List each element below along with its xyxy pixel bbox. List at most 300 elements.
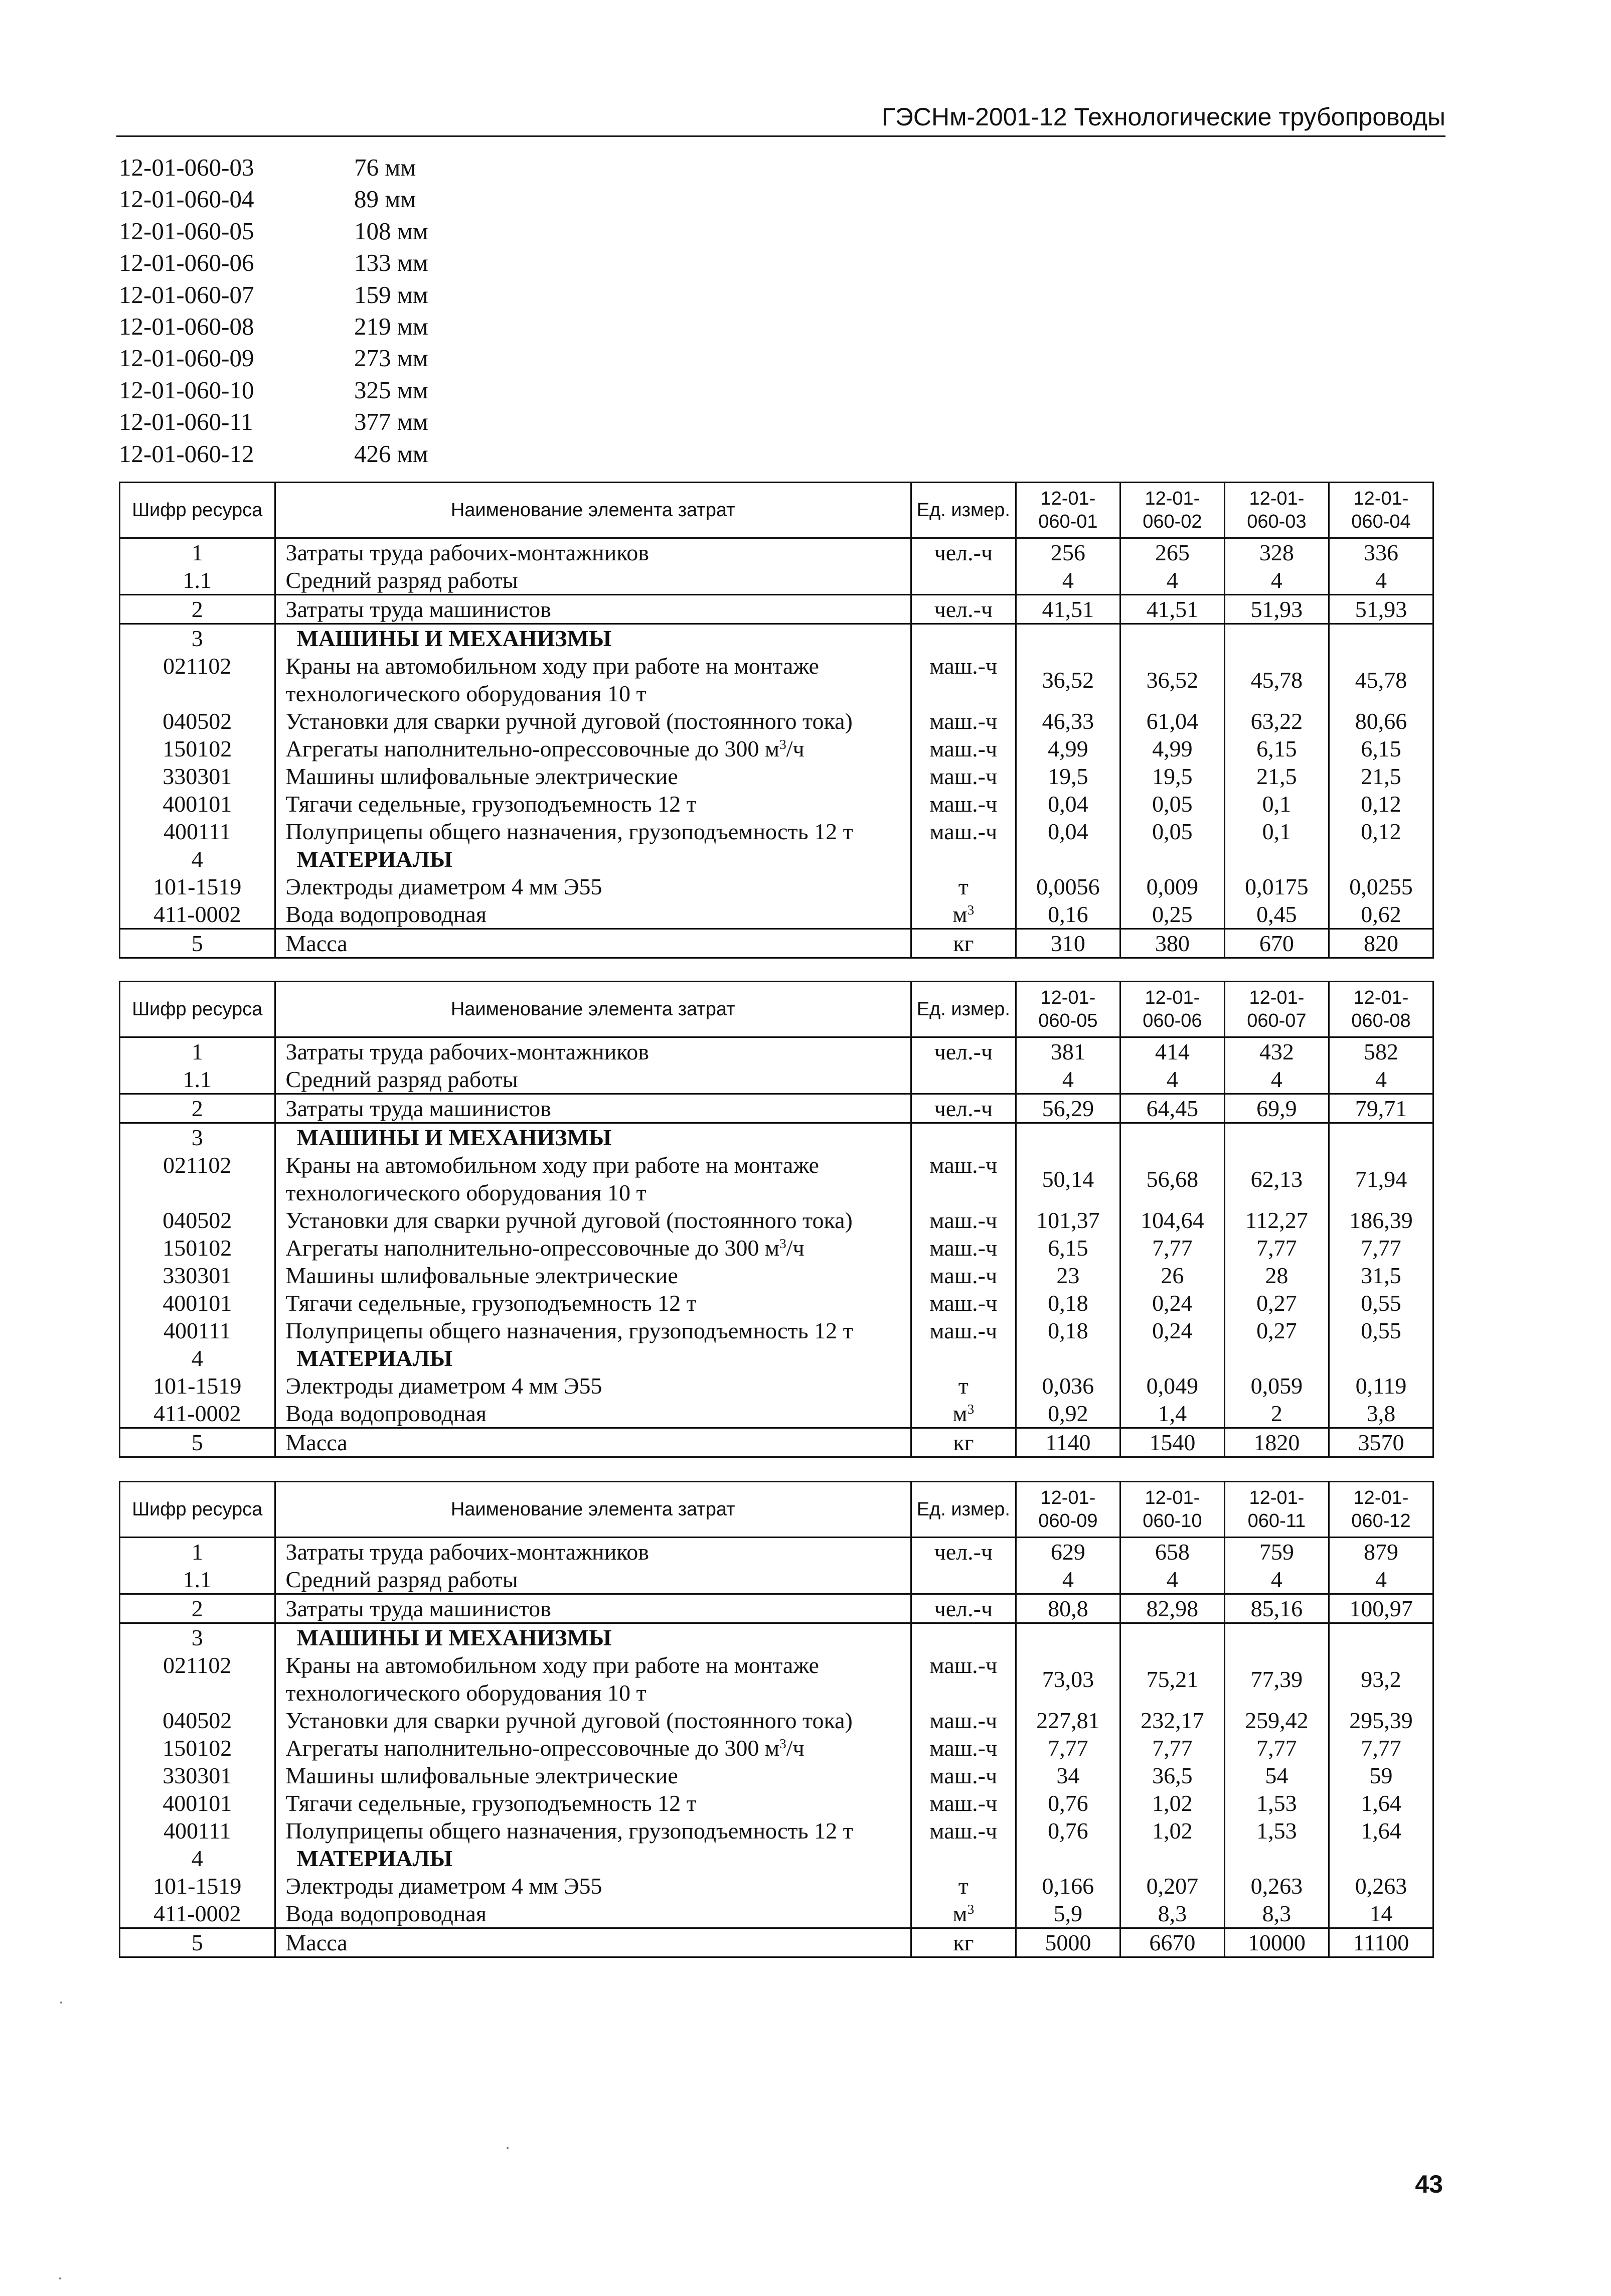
cost-element-name: [275, 652, 911, 707]
cost-element-text: Краны на автомобильном ходу при работе на монтаже: [285, 653, 819, 679]
cost-element-name: [275, 790, 911, 818]
unit-of-measure: [911, 790, 1016, 818]
cost-element-name: [275, 1623, 911, 1652]
unit-of-measure: [911, 1289, 1016, 1317]
norm-value: 336: [1329, 538, 1433, 567]
unit-of-measure: [911, 1594, 1016, 1623]
table-row: [120, 1428, 1433, 1457]
unit-of-measure: [911, 1151, 1016, 1206]
unit-of-measure: [911, 1928, 1016, 1957]
cost-element-name: [275, 595, 911, 624]
table-row: [120, 845, 1433, 873]
cost-element-text: Полуприцепы общего назначения, грузоподъемность 12 т: [285, 819, 853, 844]
cost-element-text: Краны на автомобильном ходу при работе на монтаже: [285, 1152, 819, 1178]
table-header-row: [120, 982, 1433, 1037]
norm-value: 19,5: [1120, 762, 1224, 790]
norm-value: 4: [1329, 1065, 1433, 1094]
table-row: [120, 1623, 1433, 1652]
norm-value: 1,53: [1224, 1789, 1329, 1817]
norm-value: 2: [1224, 1400, 1329, 1428]
header-norm-code: [1120, 483, 1224, 538]
resource-code: 2: [120, 1094, 275, 1123]
norm-value: [1016, 845, 1120, 873]
unit-text: кг: [953, 931, 974, 956]
header-norm-code: [1120, 982, 1224, 1037]
norm-value: 186,39: [1329, 1206, 1433, 1234]
norm-value: 56,68: [1120, 1151, 1224, 1206]
unit-text: кг: [953, 1930, 974, 1955]
unit-of-measure: [911, 1234, 1016, 1262]
code-size-row: [119, 151, 428, 183]
cost-element-name: [275, 1566, 911, 1594]
table-header-row: [120, 1482, 1433, 1538]
unit-of-measure: [911, 818, 1016, 845]
norm-value: 41,51: [1016, 595, 1120, 624]
table-row: [120, 707, 1433, 735]
norm-value: 259,42: [1224, 1707, 1329, 1734]
unit-suffix: /ч: [786, 736, 804, 761]
header-norm-code: [1224, 1482, 1329, 1538]
code-size-list: [119, 151, 428, 470]
header-cipher: Шифр ресурса: [120, 483, 275, 538]
norm-value: [1224, 1845, 1329, 1872]
norm-code-line-1: 12-01-: [1145, 987, 1200, 1008]
norm-value: 23: [1016, 1262, 1120, 1289]
norm-code: 12-01-060-11: [119, 408, 253, 436]
unit-text: т: [958, 1873, 969, 1899]
norm-value: 4: [1016, 566, 1120, 595]
norm-value: 93,2: [1329, 1651, 1433, 1707]
cost-element-text: Электроды диаметром 4 мм Э55: [285, 1873, 602, 1899]
norm-code-line-1: 12-01-: [1040, 488, 1096, 509]
cost-element-text: Затраты труда рабочих-монтажников: [285, 1539, 649, 1565]
table-row: [120, 790, 1433, 818]
norm-value: 0,263: [1224, 1872, 1329, 1900]
norm-value: 10000: [1224, 1928, 1329, 1957]
cost-element-name: [275, 1707, 911, 1734]
table-row: [120, 566, 1433, 595]
page-number: 43: [1415, 2170, 1443, 2198]
cost-element-name: [275, 1845, 911, 1872]
unit-of-measure: [911, 1762, 1016, 1789]
norm-code-line-1: 12-01-: [1249, 488, 1305, 509]
unit-of-measure: [911, 1538, 1016, 1566]
cost-element-text: Агрегаты наполнительно-опрессовочные до 300 м: [285, 736, 779, 761]
norm-value: 71,94: [1329, 1151, 1433, 1206]
norm-value: 0,1: [1224, 818, 1329, 845]
unit-text: чел.-ч: [934, 1539, 993, 1565]
norm-value: 1140: [1016, 1428, 1120, 1457]
cost-element-text: Вода водопроводная: [285, 1901, 487, 1926]
norm-value: [1329, 1623, 1433, 1652]
norm-value: 21,5: [1329, 762, 1433, 790]
norm-value: 0,12: [1329, 790, 1433, 818]
unit-of-measure: [911, 566, 1016, 595]
norm-value: [1329, 624, 1433, 653]
norm-value: 69,9: [1224, 1094, 1329, 1123]
code-size-row: [119, 183, 428, 215]
norm-value: 1,64: [1329, 1817, 1433, 1845]
running-header: [116, 95, 1445, 137]
norm-value: 1,02: [1120, 1789, 1224, 1817]
header-unit: Ед. измер.: [911, 1482, 1016, 1538]
pipe-diameter: 377 мм: [354, 408, 428, 436]
cost-element-name: [275, 1734, 911, 1762]
table-row: [120, 1262, 1433, 1289]
norm-code-line-1: 12-01-: [1145, 488, 1200, 509]
norm-value: 227,81: [1016, 1707, 1120, 1734]
norm-value: [1120, 845, 1224, 873]
norm-code-line-1: 12-01-: [1040, 1487, 1096, 1508]
norm-value: 0,009: [1120, 873, 1224, 900]
unit-of-measure: [911, 595, 1016, 624]
table-row: [120, 652, 1433, 707]
cost-element-name: [275, 566, 911, 595]
unit-of-measure: [911, 1262, 1016, 1289]
norm-value: 77,39: [1224, 1651, 1329, 1707]
header-norm-code: [1016, 483, 1120, 538]
cost-element-name: [275, 1817, 911, 1845]
superscript: 3: [967, 1401, 975, 1417]
table-row: [120, 1065, 1433, 1094]
superscript: 3: [779, 1235, 786, 1251]
resource-code: 330301: [120, 1262, 275, 1289]
superscript: 3: [967, 1901, 975, 1917]
resource-table-2: [119, 981, 1434, 1458]
norm-value: 629: [1016, 1538, 1120, 1566]
cost-element-name: [275, 1344, 911, 1372]
norm-value: 46,33: [1016, 707, 1120, 735]
norm-value: 310: [1016, 929, 1120, 958]
resource-code: 1.1: [120, 1065, 275, 1094]
header-norm-code: [1329, 982, 1433, 1037]
cost-element-text-line-2: технологического оборудования 10 т: [285, 681, 647, 706]
norm-value: 4: [1016, 1065, 1120, 1094]
cost-element-name: [275, 624, 911, 653]
cost-element-name: [275, 1538, 911, 1566]
norm-value: 582: [1329, 1037, 1433, 1066]
norm-value: [1016, 624, 1120, 653]
header-norm-code: [1016, 1482, 1120, 1538]
norm-value: 0,1: [1224, 790, 1329, 818]
norm-code: 12-01-060-03: [119, 154, 254, 181]
unit-text: маш.-ч: [929, 1735, 998, 1761]
norm-value: [1120, 1845, 1224, 1872]
resource-code: 5: [120, 1928, 275, 1957]
cost-element-text: Вода водопроводная: [285, 901, 487, 927]
norm-value: 6,15: [1224, 735, 1329, 762]
unit-text: маш.-ч: [929, 791, 998, 817]
norm-value: 1,4: [1120, 1400, 1224, 1428]
norm-code-line-2: 060-02: [1143, 511, 1202, 532]
table-row: [120, 1900, 1433, 1928]
cost-element-name: [275, 1094, 911, 1123]
norm-value: 7,77: [1329, 1734, 1433, 1762]
table-row: [120, 929, 1433, 958]
norm-value: 73,03: [1016, 1651, 1120, 1707]
resource-code: 400101: [120, 1789, 275, 1817]
norm-value: 80,8: [1016, 1594, 1120, 1623]
cost-element-text: Средний разряд работы: [285, 1567, 518, 1592]
cost-element-text: Затраты труда машинистов: [285, 1096, 551, 1121]
norm-value: 0,25: [1120, 900, 1224, 929]
cost-element-name: [275, 538, 911, 567]
norm-value: 0,049: [1120, 1372, 1224, 1400]
pipe-diameter: 325 мм: [354, 376, 428, 404]
norm-value: 5000: [1016, 1928, 1120, 1957]
code-size-row: [119, 279, 428, 311]
norm-value: 75,21: [1120, 1651, 1224, 1707]
cost-element-name: [275, 1928, 911, 1957]
norm-value: 36,52: [1120, 652, 1224, 707]
cost-element-text: МАШИНЫ И МЕХАНИЗМЫ: [296, 1125, 612, 1150]
table-row: [120, 1762, 1433, 1789]
code-size-row: [119, 247, 428, 278]
table-row: [120, 1372, 1433, 1400]
resource-code: 021102: [120, 1151, 275, 1206]
table-header-row: [120, 483, 1433, 538]
resource-code: 400111: [120, 1317, 275, 1344]
table-row: [120, 1289, 1433, 1317]
scan-speck: [507, 2147, 509, 2149]
unit-text: маш.-ч: [929, 1207, 998, 1233]
norm-value: 256: [1016, 538, 1120, 567]
header-norm-code: [1329, 483, 1433, 538]
table-row: [120, 1094, 1433, 1123]
pipe-diameter: 159 мм: [354, 280, 428, 309]
norm-value: 7,77: [1329, 1234, 1433, 1262]
norm-value: 7,77: [1224, 1734, 1329, 1762]
norm-value: [1120, 1123, 1224, 1152]
header-title: ГЭСНм-2001-12 Технологические трубопроводы: [881, 103, 1445, 131]
resource-code: 101-1519: [120, 1372, 275, 1400]
norm-value: 8,3: [1224, 1900, 1329, 1928]
norm-value: 0,62: [1329, 900, 1433, 929]
resource-code: 1.1: [120, 566, 275, 595]
cost-element-name: [275, 1372, 911, 1400]
header-norm-code: [1016, 982, 1120, 1037]
norm-value: [1016, 1344, 1120, 1372]
table-row: [120, 624, 1433, 653]
norm-value: 63,22: [1224, 707, 1329, 735]
unit-text: м: [952, 1901, 968, 1926]
table-row: [120, 873, 1433, 900]
unit-of-measure: [911, 1206, 1016, 1234]
resource-code: 1: [120, 1037, 275, 1066]
norm-value: 658: [1120, 1538, 1224, 1566]
cost-element-name: [275, 1872, 911, 1900]
norm-value: 51,93: [1224, 595, 1329, 624]
norm-code-line-2: 060-12: [1351, 1510, 1411, 1532]
norm-code-line-2: 060-09: [1038, 1510, 1098, 1532]
resource-code: 3: [120, 624, 275, 653]
norm-code: 12-01-060-10: [119, 376, 254, 404]
table-row: [120, 1651, 1433, 1707]
cost-element-text: Краны на автомобильном ходу при работе на монтаже: [285, 1652, 819, 1678]
header-norm-code: [1120, 1482, 1224, 1538]
table-row: [120, 1400, 1433, 1428]
table-row: [120, 1928, 1433, 1957]
table-row: [120, 1789, 1433, 1817]
code-size-row: [119, 438, 428, 470]
unit-of-measure: [911, 538, 1016, 567]
header-norm-code: [1329, 1482, 1433, 1538]
norm-value: [1224, 624, 1329, 653]
resource-code: 040502: [120, 1707, 275, 1734]
norm-value: 7,77: [1120, 1734, 1224, 1762]
norm-value: 0,24: [1120, 1317, 1224, 1344]
norm-value: 0,27: [1224, 1317, 1329, 1344]
unit-suffix: /ч: [786, 1235, 804, 1261]
norm-value: 328: [1224, 538, 1329, 567]
norm-value: [1120, 1344, 1224, 1372]
norm-value: [1224, 1623, 1329, 1652]
unit-text: маш.-ч: [929, 1263, 998, 1288]
cost-element-name: [275, 1206, 911, 1234]
cost-element-name: [275, 1428, 911, 1457]
code-size-row: [119, 311, 428, 342]
header-unit: Ед. измер.: [911, 483, 1016, 538]
norm-value: 112,27: [1224, 1206, 1329, 1234]
unit-of-measure: [911, 1817, 1016, 1845]
cost-element-text: Масса: [285, 1430, 348, 1455]
norm-value: [1329, 1123, 1433, 1152]
norm-value: 0,45: [1224, 900, 1329, 929]
norm-value: 56,29: [1016, 1094, 1120, 1123]
unit-text: чел.-ч: [934, 596, 993, 622]
norm-value: 64,45: [1120, 1094, 1224, 1123]
norm-value: 26: [1120, 1262, 1224, 1289]
norm-value: [1329, 1344, 1433, 1372]
cost-element-text: Установки для сварки ручной дуговой (постоянного тока): [285, 1708, 853, 1733]
norm-value: 1540: [1120, 1428, 1224, 1457]
norm-value: 0,119: [1329, 1372, 1433, 1400]
norm-value: 265: [1120, 538, 1224, 567]
norm-value: 380: [1120, 929, 1224, 958]
resource-code: 400111: [120, 1817, 275, 1845]
norm-code: 12-01-060-05: [119, 217, 254, 245]
table-row: [120, 1817, 1433, 1845]
cost-element-text: Затраты труда рабочих-монтажников: [285, 1039, 649, 1064]
norm-value: 0,55: [1329, 1317, 1433, 1344]
cost-element-name: [275, 1037, 911, 1066]
cost-element-name: [275, 1123, 911, 1152]
norm-value: [1016, 1123, 1120, 1152]
norm-value: 85,16: [1224, 1594, 1329, 1623]
norm-value: 51,93: [1329, 595, 1433, 624]
code-size-row: [119, 215, 428, 247]
resource-table-1: [119, 482, 1434, 959]
norm-value: 1,53: [1224, 1817, 1329, 1845]
norm-value: 0,0056: [1016, 873, 1120, 900]
cost-element-text: Полуприцепы общего назначения, грузоподъемность 12 т: [285, 1318, 853, 1343]
norm-value: 7,77: [1120, 1234, 1224, 1262]
unit-of-measure: [911, 1317, 1016, 1344]
cost-element-name: [275, 1594, 911, 1623]
unit-text: м: [952, 1401, 968, 1426]
cost-element-text: МАТЕРИАЛЫ: [296, 1345, 453, 1371]
norm-value: 11100: [1329, 1928, 1433, 1957]
norm-value: 0,059: [1224, 1372, 1329, 1400]
table-row: [120, 1037, 1433, 1066]
resource-code: 4: [120, 845, 275, 873]
cost-element-text: Агрегаты наполнительно-опрессовочные до 300 м: [285, 1735, 779, 1761]
table-row: [120, 1872, 1433, 1900]
header-norm-code: [1224, 483, 1329, 538]
norm-value: 0,207: [1120, 1872, 1224, 1900]
pipe-diameter: 219 мм: [354, 312, 428, 340]
cost-element-name: [275, 1289, 911, 1317]
norm-value: 0,166: [1016, 1872, 1120, 1900]
cost-element-text: Агрегаты наполнительно-опрессовочные до 300 м: [285, 1235, 779, 1261]
norm-code-line-2: 060-10: [1143, 1510, 1202, 1532]
unit-of-measure: [911, 873, 1016, 900]
table-row: [120, 1538, 1433, 1566]
norm-value: 36,52: [1016, 652, 1120, 707]
norm-value: 0,05: [1120, 818, 1224, 845]
resource-code: 4: [120, 1845, 275, 1872]
cost-element-text: Установки для сварки ручной дуговой (постоянного тока): [285, 708, 853, 734]
unit-text: маш.-ч: [929, 1318, 998, 1343]
norm-value: 79,71: [1329, 1094, 1433, 1123]
table-row: [120, 1123, 1433, 1152]
cost-element-text: Затраты труда рабочих-монтажников: [285, 540, 649, 565]
table-row: [120, 818, 1433, 845]
unit-of-measure: [911, 1037, 1016, 1066]
norm-value: 59: [1329, 1762, 1433, 1789]
norm-value: 820: [1329, 929, 1433, 958]
norm-code: 12-01-060-09: [119, 344, 254, 372]
code-size-row: [119, 342, 428, 374]
norm-code-line-1: 12-01-: [1353, 1487, 1409, 1508]
norm-code: 12-01-060-08: [119, 312, 254, 340]
norm-code-line-2: 060-05: [1038, 1010, 1098, 1031]
norm-value: 50,14: [1016, 1151, 1120, 1206]
resource-code: 2: [120, 1594, 275, 1623]
resource-code: 021102: [120, 1651, 275, 1707]
norm-value: 0,263: [1329, 1872, 1433, 1900]
resource-code: 400101: [120, 1289, 275, 1317]
norm-value: 6670: [1120, 1928, 1224, 1957]
unit-text: т: [958, 874, 969, 899]
norm-code: 12-01-060-06: [119, 249, 254, 277]
norm-value: 34: [1016, 1762, 1120, 1789]
unit-of-measure: [911, 707, 1016, 735]
norm-code-line-1: 12-01-: [1249, 987, 1305, 1008]
norm-value: 80,66: [1329, 707, 1433, 735]
norm-value: 28: [1224, 1262, 1329, 1289]
cost-element-text: Затраты труда машинистов: [285, 596, 551, 622]
unit-text: чел.-ч: [934, 1596, 993, 1621]
cost-element-text: Машины шлифовальные электрические: [285, 1763, 678, 1788]
resource-code: 400111: [120, 818, 275, 845]
cost-element-name: [275, 1065, 911, 1094]
norm-value: 82,98: [1120, 1594, 1224, 1623]
norm-value: 14: [1329, 1900, 1433, 1928]
resource-code: 101-1519: [120, 873, 275, 900]
norm-value: [1120, 624, 1224, 653]
unit-of-measure: [911, 1094, 1016, 1123]
cost-element-text: Тягачи седельные, грузоподъемность 12 т: [285, 1290, 697, 1316]
norm-value: 0,05: [1120, 790, 1224, 818]
norm-value: 41,51: [1120, 595, 1224, 624]
norm-value: 21,5: [1224, 762, 1329, 790]
unit-text: маш.-ч: [929, 1708, 998, 1733]
norm-value: 4: [1120, 1065, 1224, 1094]
norm-value: [1329, 845, 1433, 873]
cost-element-text: Затраты труда машинистов: [285, 1596, 551, 1621]
norm-value: 0,0175: [1224, 873, 1329, 900]
